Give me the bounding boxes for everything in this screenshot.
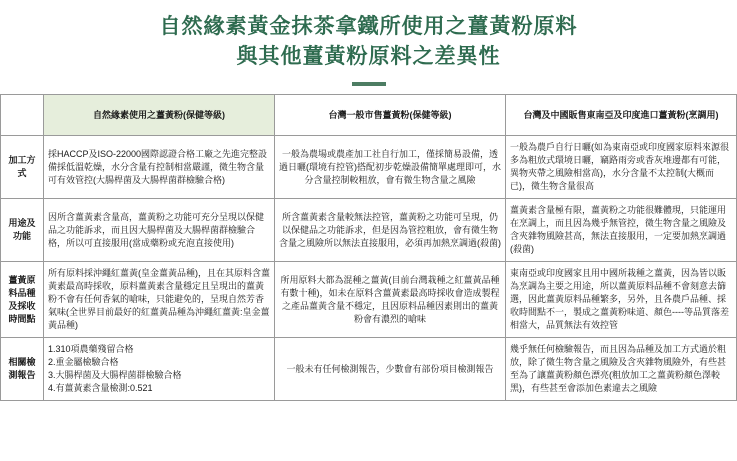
row-header-processing: 加工方式 [1,136,44,199]
cell-processing-own: 採HACCP及ISO-22000國際認證合格工廠之先進完整設備採低溫乾燥，水分含量有控制相當嚴謹，微生物含量可有效管控(大腸桿菌及大腸桿菌群檢驗合格) [44,136,275,199]
column-header-own-product: 自然緣素使用之薑黃粉(保健等級) [44,95,275,136]
column-header-imported: 台灣及中國販售東南亞及印度進口薑黃粉(烹調用) [506,95,737,136]
table-row [1,136,737,199]
cell-usage-own: 因所含薑黃素含量高，薑黃粉之功能可充分呈現以保健品之功能訴求，而且因大腸桿菌及大腸桿菌群檢驗合格，所以可直接服用(當成藥粉或充泡直接使用) [44,199,275,262]
comparison-table [0,94,737,401]
cell-reports-own: 1.310項農藥殘留合格 2.重金屬檢驗合格 3.大腸桿菌及大腸桿菌群檢驗合格 4.有薑黃素含量檢測:0.521 [44,338,275,401]
column-header-taiwan-general: 台灣一般市售薑黃粉(保健等級) [275,95,506,136]
table-row [1,338,737,401]
table-header-row [1,95,737,136]
cell-variety-taiwan: 所用原料大都為混種之薑黃(目前台灣栽種之紅薑黃品種有數十種)，如未在原料含薑黃素最高時採收會造成製程之產品薑黃含量不穩定，且因原料品種因素則出的薑黃粉會有濃烈的嗆味 [275,262,506,338]
table-corner-cell [1,95,44,136]
table-row [1,262,737,338]
cell-processing-taiwan: 一般為農場或農產加工社自行加工，僅採簡易設備，透過日曬(環境有控管)搭配初步乾燥設備簡單處理即可，水分含量控制較粗放，會有微生物含量之風險 [275,136,506,199]
cell-variety-imported: 東南亞或印度國家且用中國所栽種之薑黃，因為皆以販為烹調為主要之用途，所以薑黃原料品種不會刻意去篩選，因此薑黃原料品種繁多，另外，且各農戶品種、採收時間點不一，製成之薑黃粉味道、顏色----等品質落差相當大，品質無法有效控管 [506,262,737,338]
row-header-usage: 用途及功能 [1,199,44,262]
cell-usage-imported: 薑黃素含量極有限，薑黃粉之功能很難體現，只能運用在烹調上，而且因為幾乎無管控，微生物含量之風險及含夾雜物風險甚高，無法直接服用，一定要加熱烹調過(殺菌) [506,199,737,262]
title-divider [352,82,386,86]
cell-reports-taiwan: 一般未有任何檢測報告，少數會有部份項目檢測報告 [275,338,506,401]
row-header-test-reports: 相關檢測報告 [1,338,44,401]
cell-variety-own: 所有原料採沖繩紅薑黃(皇金薑黃品種)，且在其原料含薑黃素最高時採收，原料薑黃素含量穩定且呈現出的薑黃粉不會有任何香氣的嗆味，只能避免的，呈現自然芳香氣味(全世界目前最好的紅薑黃品種為沖繩紅薑黃:皇金薑黃品種) [44,262,275,338]
table-row [1,199,737,262]
cell-reports-imported: 幾乎無任何檢驗報告，而且因為品種及加工方式過於粗放，除了微生物含量之風險及含夾雜物風險外，有些甚至為了讓薑黃粉顏色漂亮(粗放加工之薑黃粉顏色澤較黑)，有些甚至會添加色素違去之風險 [506,338,737,401]
page-title-line-2: 與其他薑黃粉原料之差異性 [236,45,501,68]
cell-processing-imported: 一般為農戶自行日曬(如為東南亞或印度國家原料來源很多為粗放式環境日曬，竊路雨旁或香灰堆邊都有可能，異物夾帶之風險相當高)，水分含量不太控制(大概而已)，微生物含量很高 [506,136,737,199]
row-header-variety-harvest: 薑黃原料品種及採收時間點 [1,262,44,338]
document-title-block [0,0,737,86]
cell-usage-taiwan: 所含薑黃素含量較無法控管，薑黃粉之功能可呈現，仍以保健品之功能訴求，但是因為管控粗放，會有微生物含量之風險所以無法直接服用，必須再加熱烹調過(殺菌) [275,199,506,262]
page-title-line-1: 自然緣素黃金抹茶拿鐵所使用之薑黃粉原料 [159,15,578,38]
